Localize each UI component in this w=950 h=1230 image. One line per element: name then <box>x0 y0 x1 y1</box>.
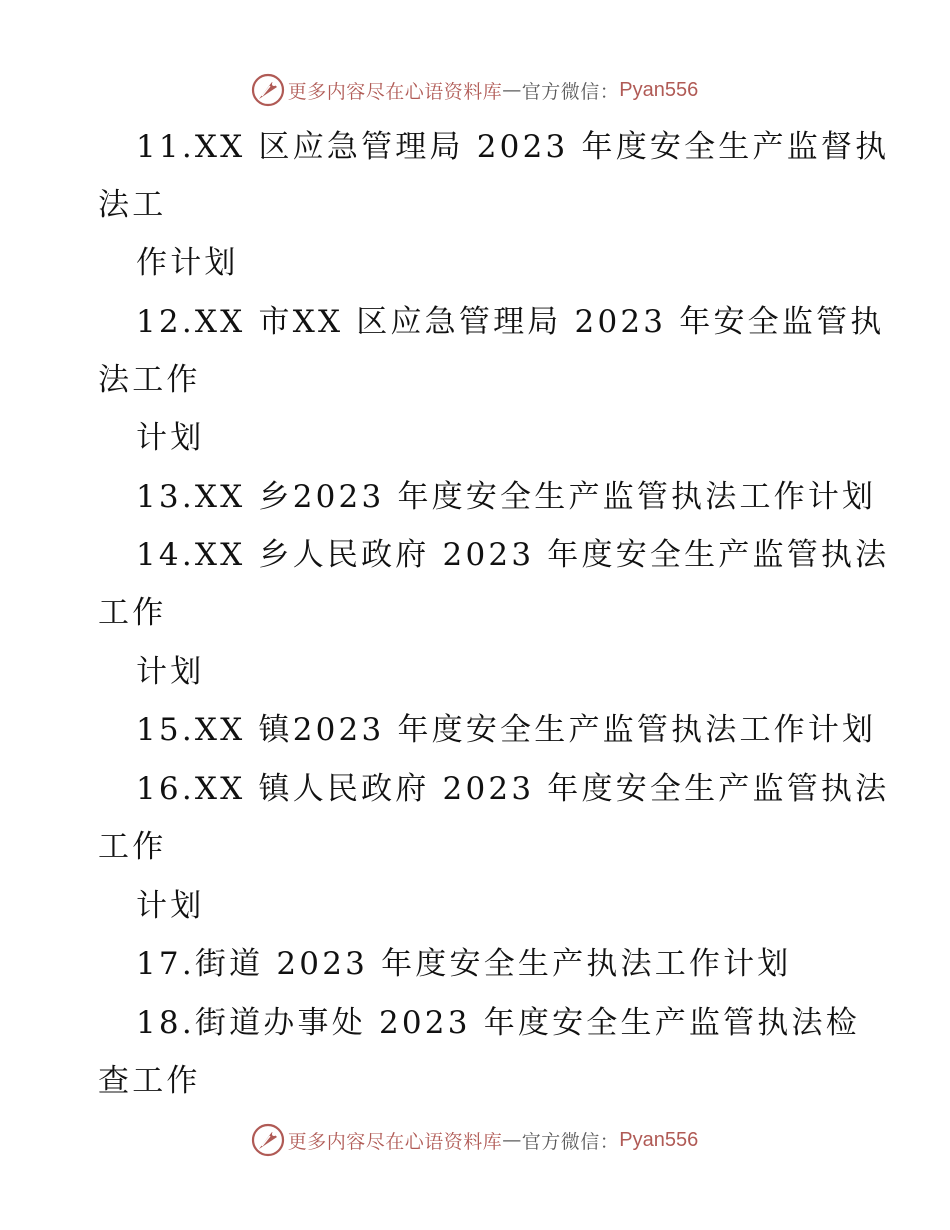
list-line: 法工 <box>98 187 167 223</box>
list-line: 14.XX 乡人民政府 2023 年度安全生产监管执法 <box>136 537 890 573</box>
pen-nib-logo-icon <box>250 72 286 108</box>
list-line: 查工作 <box>98 1063 201 1099</box>
banner-site-name: 更多内容尽在心语资料库 <box>287 80 503 103</box>
list-line: 13.XX 乡2023 年度安全生产监管执法工作计划 <box>136 479 877 515</box>
list-line: 计划 <box>136 888 205 924</box>
list-line: 17.街道 2023 年度安全生产执法工作计划 <box>136 946 792 982</box>
list-line: 作计划 <box>136 245 239 281</box>
banner-site-name: 更多内容尽在心语资料库 <box>287 1130 503 1153</box>
list-line: 15.XX 镇2023 年度安全生产监管执法工作计划 <box>136 712 877 748</box>
banner-dash: — <box>502 79 522 101</box>
list-line: 工作 <box>98 595 167 631</box>
banner-dash: — <box>502 1129 522 1151</box>
footer-banner <box>0 1120 950 1160</box>
list-line: 16.XX 镇人民政府 2023 年度安全生产监管执法 <box>136 771 890 807</box>
list-line: 12.XX 市XX 区应急管理局 2023 年安全监管执 <box>136 304 885 340</box>
list-line: 11.XX 区应急管理局 2023 年度安全生产监督执 <box>136 129 890 165</box>
header-banner <box>0 70 950 110</box>
list-line: 计划 <box>136 654 205 690</box>
list-line: 法工作 <box>98 362 201 398</box>
banner-wechat-label: 官方微信： <box>521 80 620 103</box>
banner-wechat-id: Pyan556 <box>619 78 699 101</box>
banner-wechat-label: 官方微信： <box>521 1130 620 1153</box>
list-line: 工作 <box>98 829 167 865</box>
banner-wechat-id: Pyan556 <box>619 1128 699 1151</box>
list-line: 18.街道办事处 2023 年度安全生产监管执法检 <box>136 1005 860 1041</box>
list-line: 计划 <box>136 420 205 456</box>
pen-nib-logo-icon <box>250 1122 286 1158</box>
